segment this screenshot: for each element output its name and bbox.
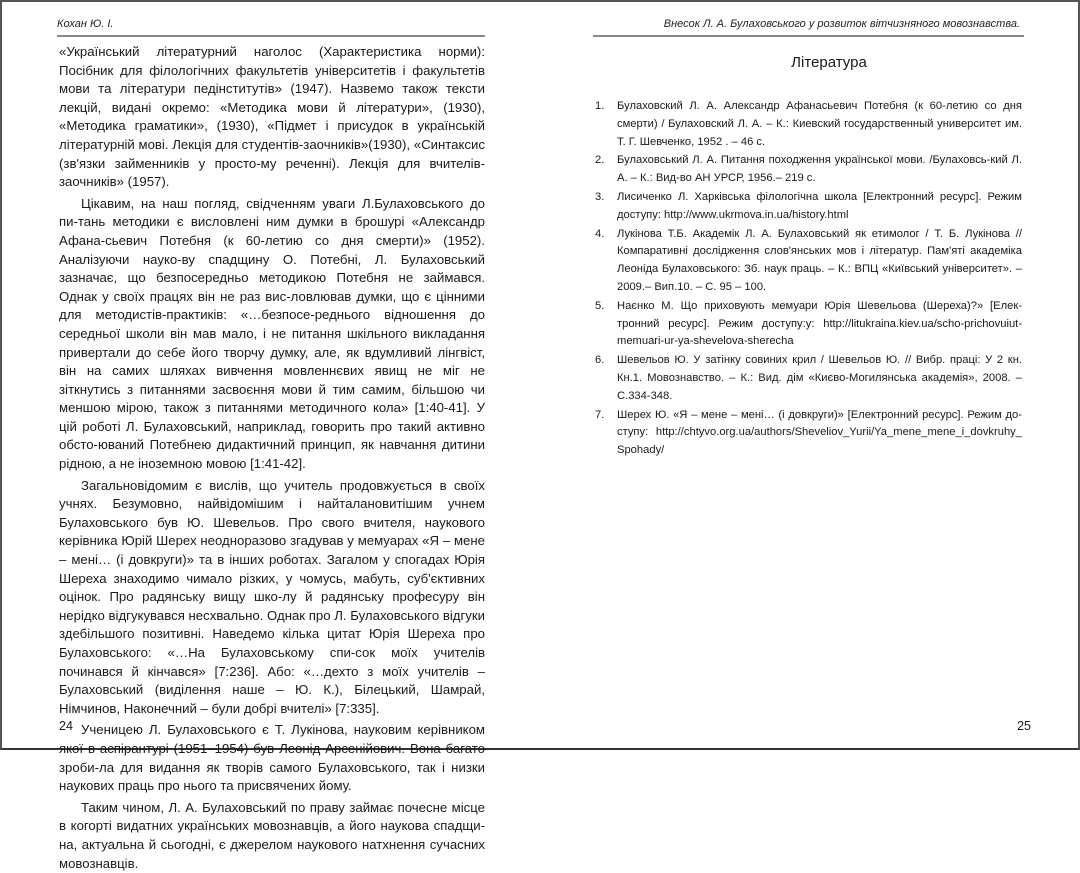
header-rule <box>593 35 1024 37</box>
paragraph: Цікавим, на наш погляд, свідченням уваги Л.Булаховського до пи-тань методики є висловлені ним думки в брошурі «Александр Афана-сьевич Потебня (к 60-летию со дня смерти)» (1952). Аналізуючи науко-ву спадщину О. Потебні, Л. Булаховський зазначає, що безпосередньо методикою Потебня не займався. Однак у своїх працях він не раз вис-ловлював думки, що є цінними для методистів-практиків: «…безпосе-реднього відношення до середньої школи він мав мало, і не питання шкільного викладання привертали до себе його творчу думку, але, як вдумливий лінгвіст, він на самих шляхах вивчення мовленнєвих явищ не міг не зіткнутись з питаннями засвоєння мови й тим самим, більшою чи меншою мірою, також з питаннями методичного кола» [1:40-41]. У цій роботі Л. Булаховський, наприклад, говорить про такий активно обсто-юваний Потебнею дидактичний принцип, як навчання дитини рідною, а не іноземною мовою [1:41-42]. <box>59 195 485 472</box>
paragraph: Таким чином, Л. А. Булаховський по праву займає почесне місце в когорті видатних українських мовознавців, а його наукова спадщи-на, актуальна й сьогодні, є джерелом наукового натхнення сучасних мовознавців. <box>59 799 485 871</box>
reference-text: Лисиченко Л. Харківська філологічна школа [Електронний ресурс]. Режим доступу: http://www.ukrmova.in.ua/history.html <box>617 190 1022 221</box>
paragraph: Загальновідомим є вислів, що учитель продовжується в своїх учнях. Безумовно, найвідомішим і найталановитішим учнем Булаховського був Ю. Шевельов. Про свого вчителя, наукового керівника Юрій Шерех неодноразово згадував у мемуарах «Я – мене – мені… (і довкруги)» та в інших роботах. Загалом у спогадах Юрія Шереха знаходимо чимало різких, у чомусь, мабуть, суб'єктивних оцінок. Про радянську вищу шко-лу й радянську професуру він нерідко відгукувався несхвально. Однак про Л. Булаховського відгуки здебільшого позитивні. Наведемо кілька цитат Юрія Шереха про Булаховського: «…На Булаховському спи-сок моїх учителів починався й кінчався» [7:236]. Або: «…дехто з моїх учителів – Булаховський (виділення наше – Ю. К.), Білецький, Шамрай, Німчинов, Наконечний – були добрі вчителі» [7:335]. <box>59 477 485 716</box>
reference-list <box>595 98 1022 461</box>
reference-number: 1. <box>595 100 605 112</box>
reference-text: Булаховский Л. А. Александр Афанасьевич Потебня (к 60-летию со дня смерти) / Булаховский Л. А. – К.: Киевский государственный университет им. Т. Г. Шевченко, 1952 . – 46 с. <box>617 100 1022 148</box>
header-rule <box>57 35 485 37</box>
reference-item <box>595 298 1022 351</box>
reference-number: 4. <box>595 227 605 240</box>
reference-text: Шерех Ю. «Я – мене – мені… (і довкруги)» [Електронний ресурс]. Режим до-ступу: http://chtyvo.org.ua/authors/Sheveliov_Yurii/Ya_mene_mene_i_dovkruhy_ Spohady/ <box>617 408 1022 457</box>
reference-text: Лукінова Т.Б. Академік Л. А. Булаховський як етимолог / Т. Б. Лукінова // Компаративні дослідження слов'янських мов і літератур. Пам'яті академіка Леоніда Булаховського: Зб. наук праць. – К.: ВПЦ «Київський університет». – 2009.– Вип.10. – С. 95 – 100. <box>617 227 1022 293</box>
page-number: 24 <box>59 719 73 733</box>
reference-item <box>595 352 1022 405</box>
reference-text: Булаховський Л. А. Питання походження української мови. /Булаховсь-кий Л. А. – К.: Вид-во АН УРСР, 1956.– 219 с. <box>617 154 1022 185</box>
reference-item <box>595 226 1022 297</box>
reference-number: 2. <box>595 154 605 167</box>
reference-item <box>595 189 1022 225</box>
reference-number: 6. <box>595 354 605 367</box>
reference-number: 5. <box>595 299 605 312</box>
left-page <box>2 2 540 871</box>
body-text <box>59 43 485 873</box>
reference-text: Шевельов Ю. У затінку совиних крил / Шевельов Ю. // Вибр. праці: У 2 кн. Кн.1. Мовознавство. – К.: Вид. дім «Києво-Могилянська академія», 2008. – С.334-348. <box>617 354 1022 402</box>
reference-item <box>595 152 1022 188</box>
running-head-author: Кохан Ю. І. <box>57 18 114 30</box>
reference-text: Наєнко М. Що приховують мемуари Юрія Шевельова (Шереха)?» [Елек-тронний ресурс]. Режим доступу:у: http://litukraina.kiev.ua/scho-prichovuiut-memuari-ur-ya-shevelova-sherecha <box>617 299 1022 348</box>
reference-item <box>595 98 1022 151</box>
reference-number: 3. <box>595 190 605 203</box>
reference-number: 7. <box>595 408 605 421</box>
reference-item <box>595 407 1022 460</box>
running-head-title: Внесок Л. А. Булаховського у розвиток вітчизняного мовознавства. <box>663 18 1020 30</box>
page-number: 25 <box>1017 719 1031 733</box>
paragraph: Ученицею Л. Булаховського є Т. Лукінова, науковим керівником якої в аспірантурі (1951–1954) був Леонід Арсенійович. Вона багато зроби-ла для видання як творів самого Булаховського, так і низки наукових праць про нього та присвячених йому. <box>59 722 485 794</box>
section-title: Література <box>791 54 867 71</box>
paragraph: «Український літературний наголос (Характеристика норми): Посібник для філологічних факультетів університетів і факультетів мови та літератури педінститутів» (1947). Назвемо також тексти лекцій, видані окремо: «Методика мови й літератури», (1930), «Методика граматики», (1930), «Підмет і присудок в українській літературній мові. Лекція для студентів-заочників»(1930), «Синтаксис (зв'язки займенників у просто-му реченні). Лекція для вчителів-заочників» (1957). <box>59 44 485 190</box>
right-page <box>540 2 1078 748</box>
